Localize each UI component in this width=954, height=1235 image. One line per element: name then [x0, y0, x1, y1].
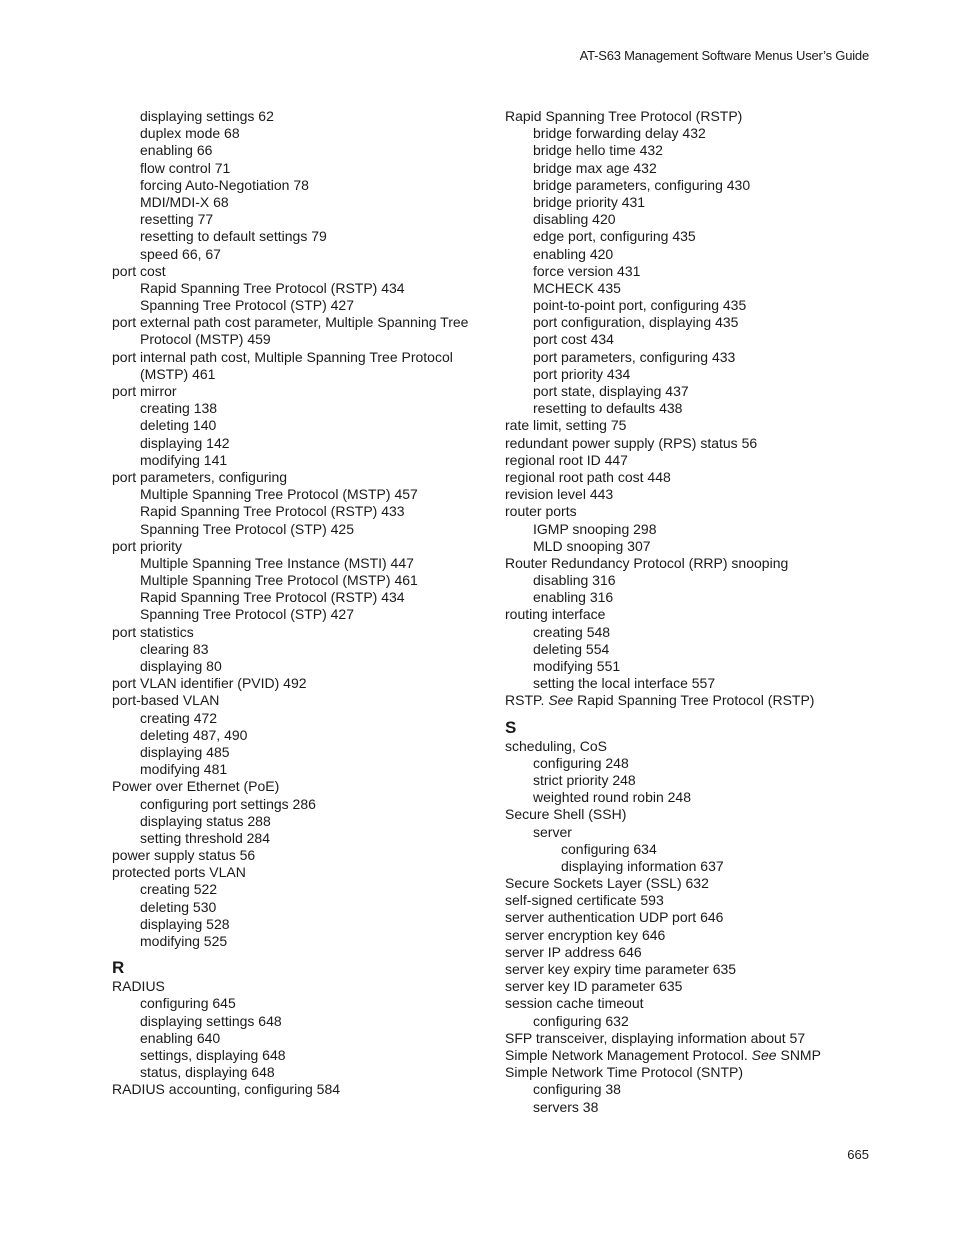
index-entry: server key expiry time parameter 635 — [505, 961, 737, 977]
index-entry: protected ports VLAN — [112, 864, 246, 881]
index-entry: RADIUS accounting, configuring 584 — [112, 1081, 341, 1098]
index-subentry: port priority 434 — [533, 365, 631, 382]
index-subentry: deleting 140 — [140, 417, 217, 434]
index-subentry: speed 66, 67 — [140, 245, 221, 262]
index-subentry: Multiple Spanning Tree Protocol (MSTP) 461 — [140, 572, 418, 589]
index-subentry: port configuration, displaying 435 — [533, 314, 739, 331]
index-entry: port cost — [112, 262, 166, 279]
index-subentry: enabling 316 — [533, 589, 614, 606]
index-subentry: weighted round robin 248 — [533, 789, 692, 806]
index-subentry: forcing Auto-Negotiation 78 — [140, 176, 309, 193]
index-entry: port priority — [112, 537, 183, 554]
see-reference: See — [751, 1046, 777, 1063]
index-section-heading: R — [112, 958, 125, 978]
index-subentry: duplex mode 68 — [140, 125, 240, 142]
index-subentry: port parameters, configuring 433 — [533, 348, 736, 365]
index-entry: redundant power supply (RPS) status 56 — [505, 434, 758, 451]
index-subentry: servers 38 — [533, 1098, 599, 1115]
index-subentry: modifying 141 — [140, 451, 228, 468]
index-subentry: configuring 632 — [533, 1012, 629, 1029]
index-entry: regional root path cost 448 — [505, 468, 671, 485]
index-subentry: resetting 77 — [140, 211, 214, 228]
index-subentry: IGMP snooping 298 — [533, 520, 657, 537]
index-entry: port external path cost parameter, Multiple Spanning Tree — [112, 314, 469, 331]
index-entry — [505, 1047, 905, 1064]
index-column-left — [112, 108, 492, 1099]
index-entry: rate limit, setting 75 — [505, 417, 627, 434]
index-entry: server key ID parameter 635 — [505, 978, 683, 995]
index-subentry: displaying 528 — [140, 915, 230, 932]
index-entry: port statistics — [112, 623, 194, 640]
index-subentry: Spanning Tree Protocol (STP) 427 — [140, 606, 355, 623]
index-subentry: modifying 525 — [140, 933, 228, 949]
index-entry-text: RSTP. — [505, 692, 549, 709]
index-subentry: configuring 634 — [561, 840, 657, 857]
index-subentry: Spanning Tree Protocol (STP) 425 — [140, 520, 355, 537]
index-subentry: displaying 485 — [140, 743, 230, 760]
index-subentry: displaying 80 — [140, 658, 222, 674]
index-subentry: displaying settings 648 — [140, 1012, 282, 1029]
index-entry: power supply status 56 — [112, 847, 256, 864]
index-subentry: Protocol (MSTP) 459 — [140, 331, 271, 348]
index-subentry: configuring 645 — [140, 995, 236, 1012]
index-column-right — [505, 108, 905, 1116]
index-entry: port internal path cost, Multiple Spanning Tree Protocol — [112, 348, 453, 365]
index-subentry: creating 138 — [140, 400, 218, 417]
index-entry: routing interface — [505, 606, 606, 623]
index-subentry: strict priority 248 — [533, 771, 636, 788]
index-subentry: port state, displaying 437 — [533, 383, 689, 399]
index-subentry: modifying 481 — [140, 761, 228, 778]
index-subentry: (MSTP) 461 — [140, 365, 216, 382]
index-subentry: point-to-point port, configuring 435 — [533, 297, 747, 314]
index-subentry: bridge max age 432 — [533, 159, 657, 176]
index-subentry: server — [533, 823, 572, 840]
index-subentry: Multiple Spanning Tree Instance (MSTI) 447 — [140, 554, 414, 571]
index-entry-text: Simple Network Management Protocol. — [505, 1046, 752, 1063]
index-subentry: port cost 434 — [533, 331, 614, 348]
index-subentry: bridge priority 431 — [533, 193, 646, 210]
index-subentry: MLD snooping 307 — [533, 537, 651, 554]
index-subentry: Rapid Spanning Tree Protocol (RSTP) 433 — [140, 503, 405, 520]
index-subentry: Spanning Tree Protocol (STP) 427 — [140, 297, 355, 314]
index-entry: regional root ID 447 — [505, 451, 628, 468]
index-entry: router ports — [505, 503, 577, 520]
index-entry: revision level 443 — [505, 486, 614, 503]
index-subentry: configuring 248 — [533, 754, 629, 771]
index-subentry: status, displaying 648 — [140, 1064, 275, 1081]
index-subentry: edge port, configuring 435 — [533, 228, 696, 245]
index-subentry: Rapid Spanning Tree Protocol (RSTP) 434 — [140, 589, 405, 606]
see-target: SNMP — [776, 1046, 821, 1063]
index-entry: server IP address 646 — [505, 943, 642, 960]
index-subentry: setting the local interface 557 — [533, 675, 716, 692]
index-subentry: setting threshold 284 — [140, 829, 270, 846]
index-entry: port VLAN identifier (PVID) 492 — [112, 675, 307, 692]
index-subentry: Rapid Spanning Tree Protocol (RSTP) 434 — [140, 279, 405, 296]
index-entry: server encryption key 646 — [505, 926, 666, 943]
index-subentry: clearing 83 — [140, 640, 209, 657]
index-subentry: configuring port settings 286 — [140, 795, 316, 812]
index-subentry: bridge forwarding delay 432 — [533, 125, 706, 142]
index-entry: Simple Network Time Protocol (SNTP) — [505, 1064, 744, 1081]
index-entry — [505, 692, 905, 709]
index-subentry: displaying 142 — [140, 434, 230, 451]
index-entry: server authentication UDP port 646 — [505, 909, 724, 926]
index-subentry: bridge parameters, configuring 430 — [533, 176, 751, 193]
see-reference: See — [548, 692, 574, 709]
index-subentry: flow control 71 — [140, 159, 231, 176]
index-subentry: configuring 38 — [533, 1081, 621, 1098]
index-entry: Power over Ethernet (PoE) — [112, 778, 280, 795]
index-entry: port mirror — [112, 383, 177, 399]
index-subentry: bridge hello time 432 — [533, 142, 663, 159]
index-subentry: Multiple Spanning Tree Protocol (MSTP) 457 — [140, 486, 418, 503]
index-subentry: enabling 420 — [533, 245, 614, 262]
index-subentry: MCHECK 435 — [533, 279, 621, 296]
page-number: 665 — [847, 1147, 869, 1162]
index-subentry: settings, displaying 648 — [140, 1046, 286, 1063]
index-subentry: creating 472 — [140, 709, 218, 726]
index-entry: Secure Shell (SSH) — [505, 806, 627, 823]
index-entry: session cache timeout — [505, 995, 644, 1012]
running-header: AT-S63 Management Software Menus User’s Guide — [579, 48, 869, 63]
index-subentry: MDI/MDI-X 68 — [140, 193, 229, 210]
index-subentry: displaying information 637 — [561, 857, 724, 874]
index-subentry: deleting 554 — [533, 640, 610, 657]
index-entry: Rapid Spanning Tree Protocol (RSTP) — [505, 108, 743, 124]
index-entry: port parameters, configuring — [112, 468, 288, 485]
index-entry: Secure Sockets Layer (SSL) 632 — [505, 875, 709, 892]
index-entry: self-signed certificate 593 — [505, 892, 664, 909]
index-subentry: deleting 530 — [140, 898, 217, 915]
index-entry: SFP transceiver, displaying information about 57 — [505, 1029, 806, 1046]
index-section-heading: S — [505, 717, 517, 737]
index-subentry: deleting 487, 490 — [140, 726, 248, 743]
index-subentry: disabling 420 — [533, 211, 616, 228]
index-subentry: enabling 640 — [140, 1029, 221, 1046]
index-subentry: force version 431 — [533, 262, 641, 279]
index-subentry: modifying 551 — [533, 658, 621, 674]
index-entry: scheduling, CoS — [505, 737, 607, 754]
see-target: Rapid Spanning Tree Protocol (RSTP) — [573, 692, 815, 709]
index-subentry: displaying settings 62 — [140, 108, 274, 124]
index-subentry: enabling 66 — [140, 142, 213, 159]
index-subentry: creating 548 — [533, 623, 611, 640]
index-subentry: resetting to defaults 438 — [533, 400, 683, 417]
index-subentry: creating 522 — [140, 881, 218, 898]
index-subentry: disabling 316 — [533, 572, 616, 589]
index-subentry: displaying status 288 — [140, 812, 271, 829]
index-entry: Router Redundancy Protocol (RRP) snooping — [505, 554, 789, 571]
index-subentry: resetting to default settings 79 — [140, 228, 327, 245]
index-entry: port-based VLAN — [112, 692, 220, 709]
index-entry: RADIUS — [112, 978, 165, 995]
